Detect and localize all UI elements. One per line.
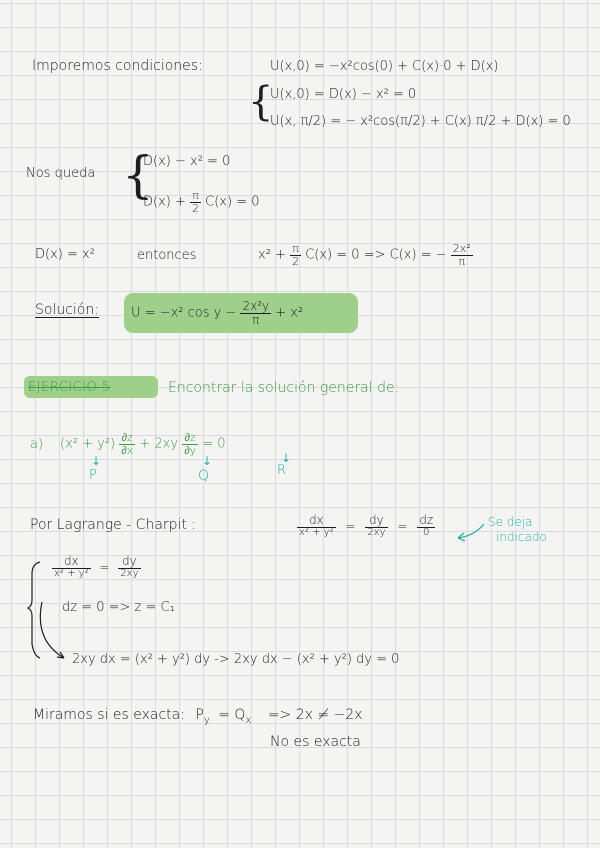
frac-den: 2xy: [367, 526, 386, 538]
pi-over-2-fraction: [290, 243, 301, 267]
subscript: x: [245, 714, 252, 726]
system-eq-1: D(x) − x² = 0: [143, 154, 231, 169]
exact-check: [33, 708, 363, 726]
eq-part: C(x) = 0: [205, 194, 260, 210]
c-result-fraction: [451, 243, 473, 267]
eq-part: + 2xy: [139, 436, 179, 452]
equals-sign: =: [345, 518, 356, 533]
frac-den: 2xy: [120, 567, 139, 579]
frac-num: dx: [297, 514, 336, 528]
arrow-down-icon: ↓: [202, 454, 213, 468]
exercise-statement: Encontrar la solución general de:: [168, 380, 400, 396]
eq-part: => 2x ≠ −2x: [267, 707, 363, 723]
frac-num: ∂z: [182, 432, 198, 445]
frac-num: ∂z: [119, 432, 135, 445]
frac-num: dx: [52, 555, 91, 569]
frac-num: dz: [419, 513, 434, 527]
not-exact-label: No es exacta: [270, 734, 361, 750]
pde-equation: [60, 432, 226, 456]
p-label: P: [89, 468, 97, 483]
condition-eq-1: U(x,0) = D(x) − x² = 0: [270, 87, 417, 102]
system-eq-2: [143, 190, 260, 214]
eq-part: = Q: [218, 707, 246, 723]
nos-queda-label: Nos queda: [26, 166, 96, 181]
eq-part: U = −x² cos y −: [131, 305, 237, 321]
frac-den: ∂x: [121, 443, 134, 457]
frac-num: π: [190, 190, 201, 203]
entonces-label: entonces: [137, 248, 197, 263]
eq-part: D(x) +: [143, 194, 186, 210]
solution-label: Solución:: [35, 302, 99, 318]
condition-eq-0: U(x,0) = −x²cos(0) + C(x)·0 + D(x): [270, 59, 499, 74]
frac-num: 2x²y: [242, 299, 270, 313]
eq-part: (x² + y²): [60, 436, 116, 452]
c-of-x-derivation: [258, 243, 473, 267]
solution-expression: [131, 300, 303, 326]
conditions-label: Imporemos condiciones:: [32, 58, 203, 74]
frac-den: 2: [292, 254, 300, 268]
pi-over-2-fraction: [190, 190, 201, 214]
subscript: y: [203, 714, 210, 726]
condition-eq-2: U(x, π/2) = − x²cos(π/2) + C(x) π/2 + D(x) = 0: [270, 114, 571, 129]
frac-den: x² + y²: [54, 567, 89, 579]
system-eq-2: dz = 0 => z = C₁: [62, 600, 175, 615]
solution-fraction: [240, 300, 271, 326]
frac-den: ∂y: [184, 443, 197, 457]
frac-num: dy: [365, 514, 387, 528]
dy-fraction: [118, 555, 140, 579]
item-label: a): [30, 437, 44, 452]
dz-dy-fraction: [182, 432, 198, 456]
eq-part: = 0: [202, 436, 226, 452]
equals-sign: =: [99, 559, 110, 574]
system-eq-3: 2xy dx = (x² + y²) dy -> 2xy dx − (x² + y²) dy = 0: [72, 652, 400, 667]
frac-num: dy: [118, 555, 140, 569]
note-line-1: Se deja: [488, 515, 533, 529]
frac-den: π: [252, 312, 260, 327]
left-brace: {: [248, 79, 274, 125]
dx-fraction: [297, 514, 336, 538]
characteristic-ratios: [297, 514, 435, 538]
r-label: R: [277, 463, 287, 478]
note-line-2: indicado: [496, 530, 547, 544]
arrow-down-icon: ↓: [281, 451, 292, 465]
dx-fraction: [52, 555, 91, 579]
dz-fraction: [417, 514, 435, 538]
eq-part: C(x) = 0 => C(x) = −: [305, 247, 447, 263]
lagrange-label: Por Lagrange - Charpit :: [30, 517, 197, 533]
q-label: Q: [198, 468, 210, 484]
system-eq-1: [52, 555, 141, 579]
eq-part: P: [195, 707, 204, 723]
dz-dx-fraction: [119, 432, 135, 456]
arrow-down-icon: ↓: [91, 454, 102, 468]
frac-den: x² + y²: [299, 526, 334, 538]
frac-den: 0: [423, 526, 430, 538]
arrow-left-icon: [452, 522, 486, 542]
frac-den: π: [458, 254, 465, 268]
d-of-x-result: D(x) = x²: [35, 247, 95, 262]
equals-sign: =: [397, 518, 408, 533]
exercise-title: EJERCICIO 5: [28, 380, 111, 395]
eq-part: Miramos si es exacta:: [33, 707, 185, 723]
frac-num: 2x²: [452, 242, 471, 255]
dy-fraction: [365, 514, 387, 538]
frac-den: 2: [192, 201, 200, 215]
eq-part: + x²: [275, 305, 304, 321]
frac-num: π: [290, 243, 301, 256]
left-brace: {: [122, 146, 154, 204]
eq-part: x² +: [258, 247, 286, 263]
